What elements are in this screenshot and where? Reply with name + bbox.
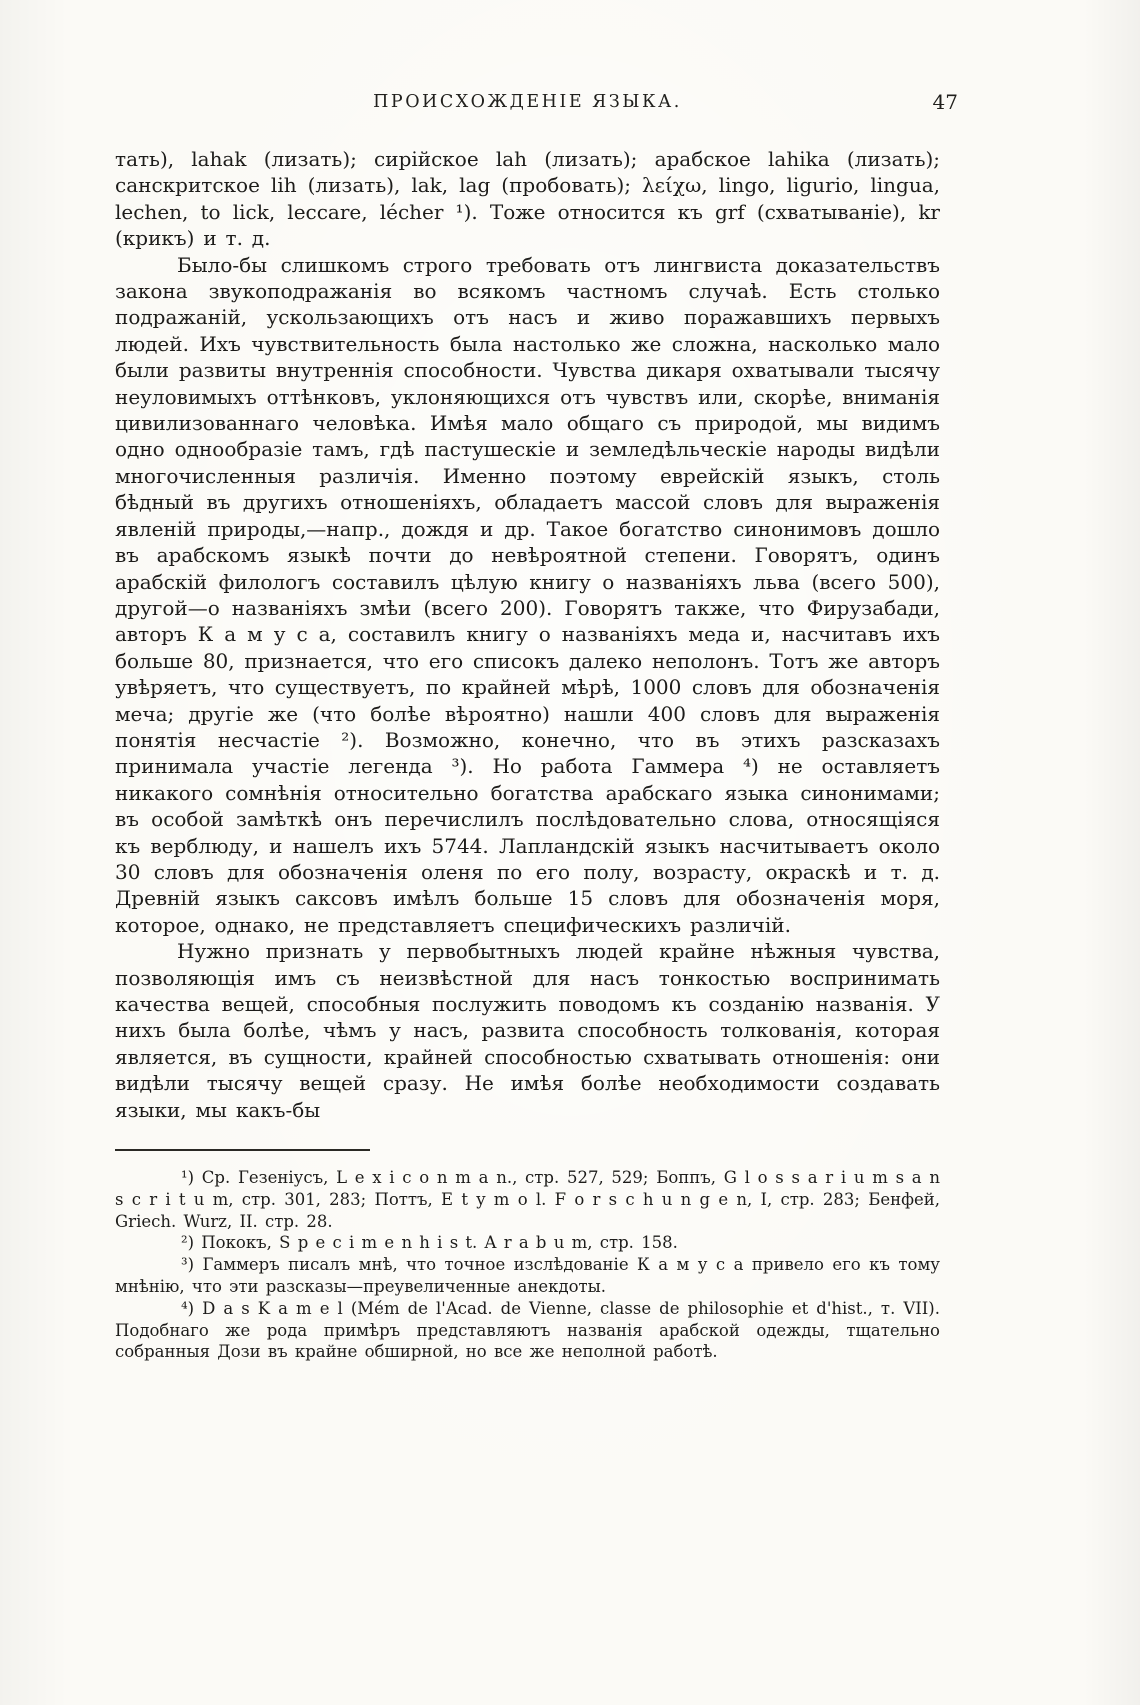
paragraph: Было-бы слишкомъ строго требовать отъ лингвиста доказательствъ закона звукоподражанія во всякомъ частномъ случаѣ. Есть столько подражаній, ускользающихъ отъ насъ и живо поражавшихъ первыхъ людей. Ихъ чувствительность была настолько же сложна, насколько мало были развиты внутреннія способности. Чувства дикаря охватывали тысячу неуловимыхъ оттѣнковъ, уклоняющихся отъ чувствъ или, скорѣе, вниманія цивилизованнаго человѣка. Имѣя мало общаго съ природой, мы видимъ одно однообразіе тамъ, гдѣ пастушескіе и земледѣльческіе народы видѣли многочисленныя различія. Именно поэтому еврейскій языкъ, столь бѣдный въ другихъ отношеніяхъ, обладаетъ массой словъ для выраженія явленій природы,—напр., дождя и др. Такое богатство синонимовъ дошло въ арабскомъ языкѣ почти до невѣроятной степени. Говорятъ, одинъ арабскій филологъ составилъ цѣлую книгу о названіяхъ льва (всего 500), другой—о названіяхъ змѣи (всего 200). Говорятъ также, что Фирузабади, авторъ К а м у с а, составилъ книгу о названіяхъ меда и, насчитавъ ихъ больше 80, признается, что его списокъ далеко неполонъ. Тотъ же авторъ увѣряетъ, что существуетъ, по крайней мѣрѣ, 1000 словъ для обозначенія меча; другіе же (что болѣе вѣроятно) нашли 400 словъ для выраженія понятія несчастіе ²). Возможно, конечно, что въ этихъ разсказахъ принимала участіе легенда ³). Но работа Гаммера ⁴) не оставляетъ никакого сомнѣнія относительно богатства арабскаго языка синонимами; въ особой замѣткѣ онъ перечислилъ послѣдовательно слова, относящіяся къ верблюду, и нашелъ ихъ 5744. Лапландскій языкъ насчитываетъ около 30 словъ для обозначенія оленя по его полу, возрасту, окраскѣ и т. д. Древній языкъ саксовъ имѣлъ больше 15 словъ для обозначенія моря, которое, однако, не представляетъ специфическихъ различій.	[115, 252, 940, 937]
running-title: ПРОИСХОЖДЕНІЕ ЯЗЫКА.	[373, 92, 682, 112]
footnote-2: ²) Пококъ, S p e c i m e n h i s t. A r a b u m, стр. 158.	[181, 1233, 678, 1253]
page-number: 47	[932, 90, 958, 114]
footnote-separator	[115, 1149, 370, 1151]
footnotes-section	[115, 1149, 940, 1363]
body-text	[115, 146, 940, 1123]
footnote-4: ⁴) D a s K a m e l (Mém de l'Acad. de Vienne, classe de philosophie et d'hist., т. VII). Подобнаго же рода примѣръ представляютъ названія арабской одежды, тщательно собранныя Дози въ крайне обширной, но все же неполной работѣ.	[115, 1298, 940, 1362]
footnote-3: ³) Гаммеръ писалъ мнѣ, что точное изслѣдованіе К а м у с а привело его къ тому мнѣнію, что эти разсказы—преувеличенные анекдоты.	[115, 1255, 940, 1297]
paragraph: Нужно признать у первобытныхъ людей крайне нѣжныя чувства, позволяющія имъ съ неизвѣстной для насъ тонкостью воспринимать качества вещей, способныя послужить поводомъ къ созданію названія. У нихъ была болѣе, чѣмъ у насъ, развита способность толкованія, которая является, въ сущности, крайней способностью схватывать отношенія: они видѣли тысячу вещей сразу. Не имѣя болѣе необходимости создавать языки, мы какъ-бы	[115, 939, 940, 1122]
paragraph-continuation: тать), lahak (лизать); сирійское lah (лизать); арабское lahika (лизать); санскритское lih (лизать), lak, lag (пробовать); λείχω, lingo, ligurio, lingua, lechen, to lick, leccare, lécher ¹). Тоже относится къ grf (схватываніе), kr (крикъ) и т. д.	[115, 147, 940, 251]
page-header	[115, 90, 958, 122]
footnote-1: ¹) Ср. Гезеніусъ, L e x i c o n m a n., стр. 527, 529; Боппъ, G l o s s a r i u m s a n s c r i t u m, стр. 301, 283; Поттъ, E t y m o l. F o r s c h u n g e n, I, стр. 283; Бенфей, Griech. Wurz, II. стр. 28.	[115, 1168, 940, 1231]
